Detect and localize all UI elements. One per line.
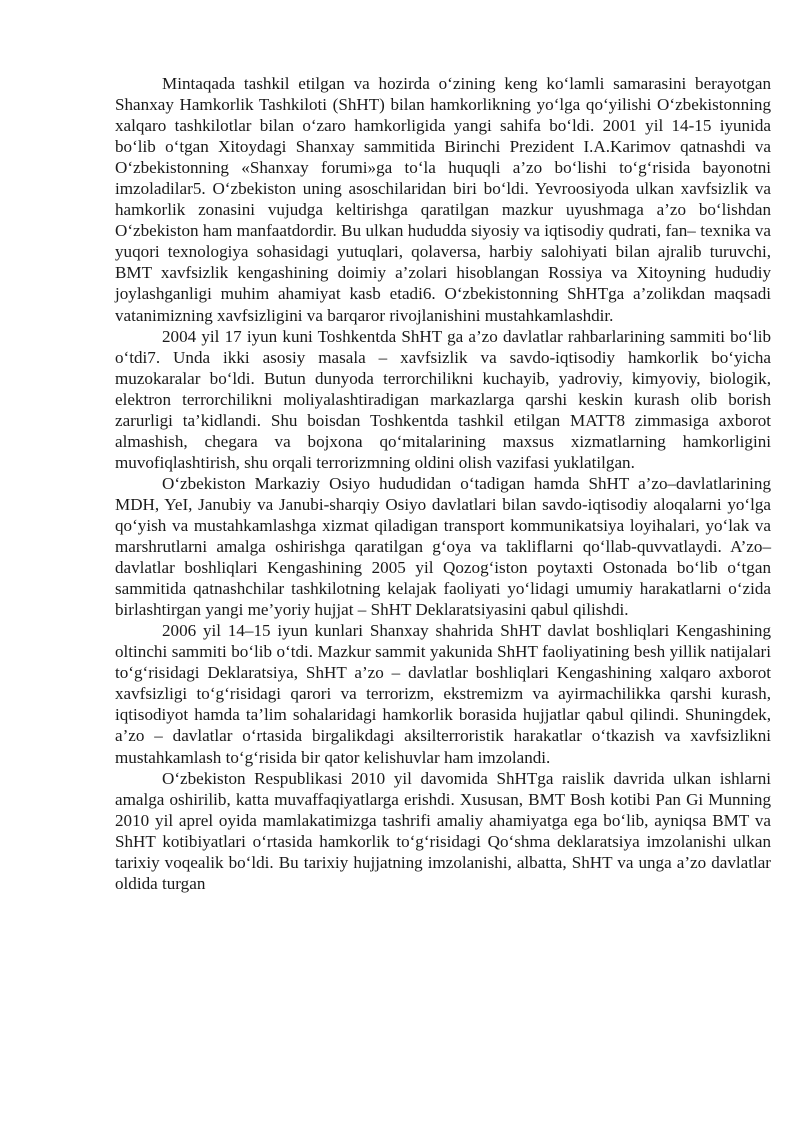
paragraph-shanghai-summit-2006: 2006 yil 14–15 iyun kunlari Shanxay shahrida ShHT davlat boshliqlari Kengashining oltinchi sammiti bo‘lib o‘tdi. Mazkur sammit yakunida ShHT faoliyatining besh yillik natijalari to‘g‘risidagi Deklaratsiya, ShHT a’zo – davlatlar boshliqlari Kengashining xalqaro axborot xavfsizligi to‘g‘risidagi qarori va terrorizm, ekstremizm va ayirmachilikka qarshi kurash, iqtisodiyot hamda ta’lim sohalaridagi hamkorlik borasida hujjatlar qabul qilindi. Shuningdek, a’zo – davlatlar o‘rtasida birgalikdagi aksilterroristik harakatlar o‘tkazish va xavfsizlikni mustahkamlash to‘g‘risida bir qator kelishuvlar ham imzolandi. — [115, 621, 771, 767]
paragraph-sco-membership: Mintaqada tashkil etilgan va hozirda o‘zining keng ko‘lamli samarasini berayotgan Shanxay Hamkorlik Tashkiloti (ShHT) bilan hamkorlikning yo‘lga qo‘yilishi O‘zbekistonning xalqaro tashkilotlar bilan o‘zaro hamkorligida yangi sahifa bo‘ldi. 2001 yil 14-15 iyunida bo‘lib o‘tgan Xitoydagi Shanxay sammitida Birinchi Prezident I.A.Karimov qatnashdi va O‘zbekistonning «Shanxay forumi»ga to‘la huquqli a’zo bo‘lishi to‘g‘risida bayonotni imzoladilar5. O‘zbekiston uning asoschilaridan biri bo‘ldi. Yevroosiyoda ulkan xavfsizlik va hamkorlik zonasini vujudga keltirishga qaratilgan mazkur uyushmaga a’zo bo‘lishdan O‘zbekiston ham manfaatdordir. Bu ulkan hududda siyosiy va iqtisodiy qudrati, fan– texnika va yuqori texnologiya sohasidagi yutuqlari, qolaversa, harbiy salohiyati bilan ajralib turuvchi, BMT xavfsizlik kengashining doimiy a’zolari hisoblangan Rossiya va Xitoyning hududiy joylashganligi muhim ahamiyat kasb etadi6. O‘zbekistonning ShHTga a’zolikdan maqsadi vatanimizning xavfsizligini va barqaror rivojlanishini mustahkamlashdir. — [115, 74, 771, 325]
document-page — [115, 73, 771, 894]
paragraph-chairmanship-2010: O‘zbekiston Respublikasi 2010 yil davomida ShHTga raislik davrida ulkan ishlarni amalga oshirilib, katta muvaffaqiyatlarga erishdi. Xususan, BMT Bosh kotibi Pan Gi Munning 2010 yil aprel oyida mamlakatimizga tashrifi amaliy ahamiyatga ega bo‘lib, ayniqsa BMT va ShHT kotibiyatlari o‘rtasida hamkorlik to‘g‘risidagi Qo‘shma deklaratsiya imzolanishi ulkan tarixiy voqealik bo‘ldi. Bu tarixiy hujjatning imzolanishi, albatta, ShHT va unga a’zo davlatlar oldida turgan — [115, 768, 771, 893]
paragraph-transport-astana-2005: O‘zbekiston Markaziy Osiyo hududidan o‘tadigan hamda ShHT a’zo–davlatlarining MDH, YeI, Janubiy va Janubi-sharqiy Osiyo davlatlari bilan savdo-iqtisodiy aloqalarni yo‘lga qo‘yish va mustahkamlashga xizmat qiladigan transport kommunikatsiya loyihalari, yo‘lak va marshrutlarni amalga oshirishga qaratilgan g‘oya va takliflarni qo‘llab-quvvatlaydi. A’zo– davlatlar boshliqlari Kengashining 2005 yil Qozog‘iston poytaxti Ostonada bo‘lib o‘tgan sammitida qatnashchilar tashkilotning kelajak faoliyati yo‘lidagi umumiy harakatlarni o‘zida birlashtirgan yangi me’yoriy hujjat – ShHT Deklaratsiyasini qabul qilishdi. — [115, 473, 771, 620]
paragraph-tashkent-summit-2004: 2004 yil 17 iyun kuni Toshkentda ShHT ga a’zo davlatlar rahbarlarining sammiti bo‘lib o‘tdi7. Unda ikki asosiy masala – xavfsizlik va savdo-iqtisodiy hamkorlik bo‘yicha muzokaralar bo‘ldi. Butun dunyoda terrorchilikni kuchayib, yadroviy, kimyoviy, biologik, elektron terrorchilikni moliyalashtiradigan markazlarga qarshi keskin kurash olib borish zarurligi ta’kidlandi. Shu boisdan Toshkentda tashkil etilgan MATT8 zimmasiga axborot almashish, chegara va bojxona qo‘mitalarining maxsus xizmatlarning hamkorligini muvofiqlashtirish, shu orqali terrorizmning oldini olish vazifasi yuklatilgan. — [115, 326, 771, 472]
